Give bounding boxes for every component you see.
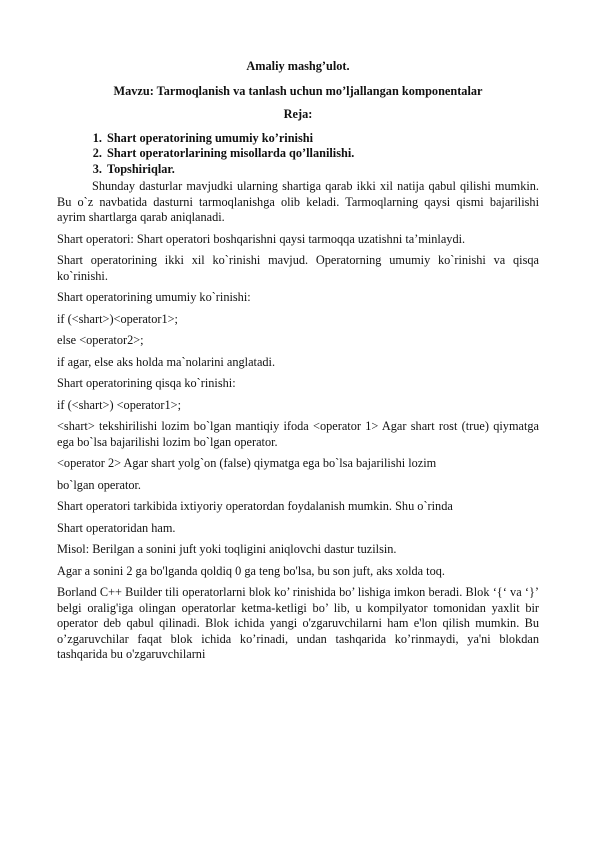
- general-form-label: Shart operatorining umumiy ko`rinishi:: [57, 290, 251, 304]
- plan-item: 1. Shart operatorining umumiy ko’rinishi: [105, 131, 539, 147]
- plan-item: 2. Shart operatorlarining misollarda qo’llanilishi.: [105, 146, 539, 162]
- example-paragraph: Misol: Berilgan a sonini juft yoki toqligini aniqlovchi dastur tuzilsin.: [57, 542, 397, 556]
- keyword-explanation: if agar, else aks holda ma`nolarini anglatadi.: [57, 354, 276, 369]
- block-paragraph: Borland C++ Builder tili operatorlarni blok ko’ rinishida bo’ lishiga imkon beradi. Blok ‘{‘ va ‘}’ belgi oralig'iga olingan operatorlar ketma-ketligi bo’ lib, u kompilyator tomonidan yaxlit bir operator deb qabul qilinadi. Blok ichida yangi o'zgaruvchilarni ham e'lon qilish mumkin. Bu o’zgaruvchilar faqat blok ichida ko’rinadi, undan tashqarida ko’rinmaydi, ya'ni blokdan tashqarida bu o'zgaruvchilarni: [57, 585, 539, 661]
- topic-heading: Mavzu: Tarmoqlanish va tanlash uchun mo’ljallangan komponentalar: [113, 83, 483, 98]
- code-line: else <operator2>;: [57, 333, 144, 347]
- operator2-explanation: <operator 2> Agar shart yolg`on (false) qiymatga ega bo`lsa bajarilishi lozim: [57, 456, 437, 470]
- plan-item: 3. Topshiriqlar.: [105, 162, 539, 178]
- operator2-explanation-cont: bo`lgan operator.: [57, 477, 142, 492]
- plan-heading: Reja:: [283, 107, 313, 121]
- code-line: if (<shart>) <operator1>;: [57, 397, 182, 412]
- condition-explanation: <shart> tekshirilishi lozim bo`lgan mantiqiy ifoda <operator 1> Agar shart rost (true) qiymatga ega bo`lsa bajarilishi lozim bo`lgan operator.: [57, 419, 539, 449]
- nesting-paragraph: Shart operatori tarkibida ixtiyoriy operatordan foydalanish mumkin. Shu o`rinda: [57, 499, 453, 513]
- document-page: [57, 59, 539, 668]
- example-explanation: Agar a sonini 2 ga bo'lganda qoldiq 0 ga teng bo'lsa, bu son juft, aks xolda toq.: [57, 563, 445, 578]
- code-line: if (<shart>)<operator1>;: [57, 311, 178, 326]
- intro-paragraph: Shunday dasturlar mavjudki ularning shartiga qarab ikki xil natija qabul qilishi mumkin. Bu o`z navbatida dasturni tarmoqlanishga olib keladi. Tarmoqlarning qaysi qismi bajarilishi ayrim shartlarga qarab aniqlanadi.: [57, 179, 539, 224]
- plan-list: [57, 131, 539, 178]
- definition-paragraph: Shart operatori: Shart operatori boshqarishni qaysi tarmoqqa uzatishni ta’minlaydi.: [57, 231, 466, 246]
- nesting-paragraph-cont: Shart operatoridan ham.: [57, 520, 176, 535]
- forms-paragraph: Shart operatorining ikki xil ko`rinishi mavjud. Operatorning umumiy ko`rinishi va qisqa ko`rinishi.: [57, 253, 539, 283]
- document-title: Amaliy mashg’ulot.: [246, 59, 350, 73]
- short-form-label: Shart operatorining qisqa ko`rinishi:: [57, 376, 236, 390]
